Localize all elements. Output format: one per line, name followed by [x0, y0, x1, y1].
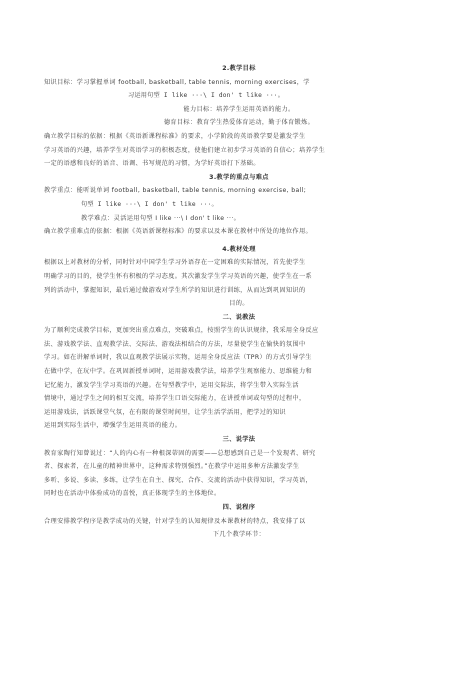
paragraph-line: 一定的语感和良好的语音、语调、书写规范的习惯，为学好英语打下基础。 [44, 160, 260, 168]
paragraph-line: 运用到实际生活中，增强学生运用英语的能力。 [44, 422, 182, 430]
paragraph-line: 句型 I like ···\ I don' t like ···。 [81, 200, 218, 208]
paragraph-line: 明确学习的目的，使学生怀有积极的学习态度。其次激发学生学习英语的兴趣，使学生在一系 [44, 272, 313, 280]
paragraph-line: 教育家陶行知曾说过：“人的内心有一种根深蒂固的需要——总想感到自己是一个发现者、研究 [44, 449, 316, 457]
section-heading-key-points: 3.教学的重点与难点 [209, 173, 269, 181]
paragraph-line: 运用游戏法，活跃课堂气氛，在有限的课堂时间里，让学生活学活用，把学过的知识 [44, 408, 286, 416]
paragraph-line: 为了顺利完成教学目标，更加突出重点难点，突破难点，按照学生的认识规律，我采用全身反应 [44, 327, 319, 335]
paragraph-line: 同时也在活动中体验成功的喜悦，真正体现学生的主体地位。 [44, 490, 221, 498]
paragraph-line: 多听、多说、多读、多练，让学生在自主、探究、合作、交流的活动中获得知识，学习英语， [44, 476, 313, 484]
section-heading-material: 4.教材处理 [222, 245, 256, 253]
paragraph-line: 教学难点：灵活运用句型 I like ···\ I don' t like ···。 [81, 214, 241, 222]
paragraph-line: 学习英语的兴趣，培养学生对英语学习的积极态度，使他们建立初步学习英语的自信心；培养学生 [44, 146, 326, 154]
paragraph-line: 法、游戏教学法、直观教学法、交际法、游戏法相结合的方法，尽量使学生在愉快的氛围中 [44, 340, 306, 348]
paragraph-line: 目的。 [229, 300, 249, 308]
paragraph-line: 习运用句型 I like ···\ I don' t like ···。 [128, 92, 285, 100]
paragraph-line: 学习。如在讲解单词时，我以直观教学法展示实物，运用全身反应法（TPR）的方式引导学生 [44, 354, 312, 362]
paragraph-line: 根据以上对教材的分析，同时针对中国学生学习外语存在一定困难的实际情况，首先使学生 [44, 259, 306, 267]
paragraph-line: 确立教学目标的依据：根据《英语新课程标准》的要求，小学阶段的英语教学要是激发学生 [44, 132, 306, 140]
paragraph-line: 合理安排教学程序是教学成功的关键，针对学生的认知规律及本课教材的特点，我安排了以 [44, 517, 306, 525]
paragraph-line: 下几个教学环节： [212, 531, 266, 539]
paragraph-line: 德育目标：教育学生热爱体育运动，勤于体育锻炼。 [163, 119, 315, 127]
section-heading-teaching-goals: 2.教学目标 [222, 65, 256, 72]
paragraph-line: 者、探索者，在儿童的精神世界中，这种需求特别强烈。”在教学中运用多种方法激发学生 [44, 463, 300, 471]
section-heading-procedure: 四、说程序 [222, 504, 256, 511]
paragraph-line: 确立教学重难点的依据：根据《英语新课程标准》的要求以及本课在教材中所处的地位作用。 [44, 228, 313, 236]
paragraph-line: 能力目标：培养学生运用英语的能力。 [183, 105, 295, 113]
paragraph-line: 情境中，通过学生之间的相互交流，培养学生口语交际能力，在讲授单词或句型的过程中， [44, 395, 306, 403]
paragraph-line: 在做中学，在玩中学。在巩固新授单词时，运用游戏教学法，培养学生观察能力、思维能力和 [44, 368, 313, 376]
paragraph-line: 列的活动中，掌握知识，最后通过做游戏对学生所学的知识进行训练，从而达到巩固知识的 [44, 286, 306, 294]
section-heading-methods: 二、说教法 [222, 313, 256, 321]
paragraph-line: 记忆能力，激发学生学习英语的兴趣。在句型教学中，运用交际法，将学生带入实际生活 [44, 381, 299, 389]
paragraph-line: 知识目标：学习掌握单词 football, basketball, table tennis, morning exercises，学 [44, 78, 310, 86]
section-heading-learning-methods: 三、说学法 [222, 436, 256, 444]
paragraph-line: 教学重点：能听说单词 football, basketball, table tennis, morning exercise, ball; [44, 187, 307, 195]
